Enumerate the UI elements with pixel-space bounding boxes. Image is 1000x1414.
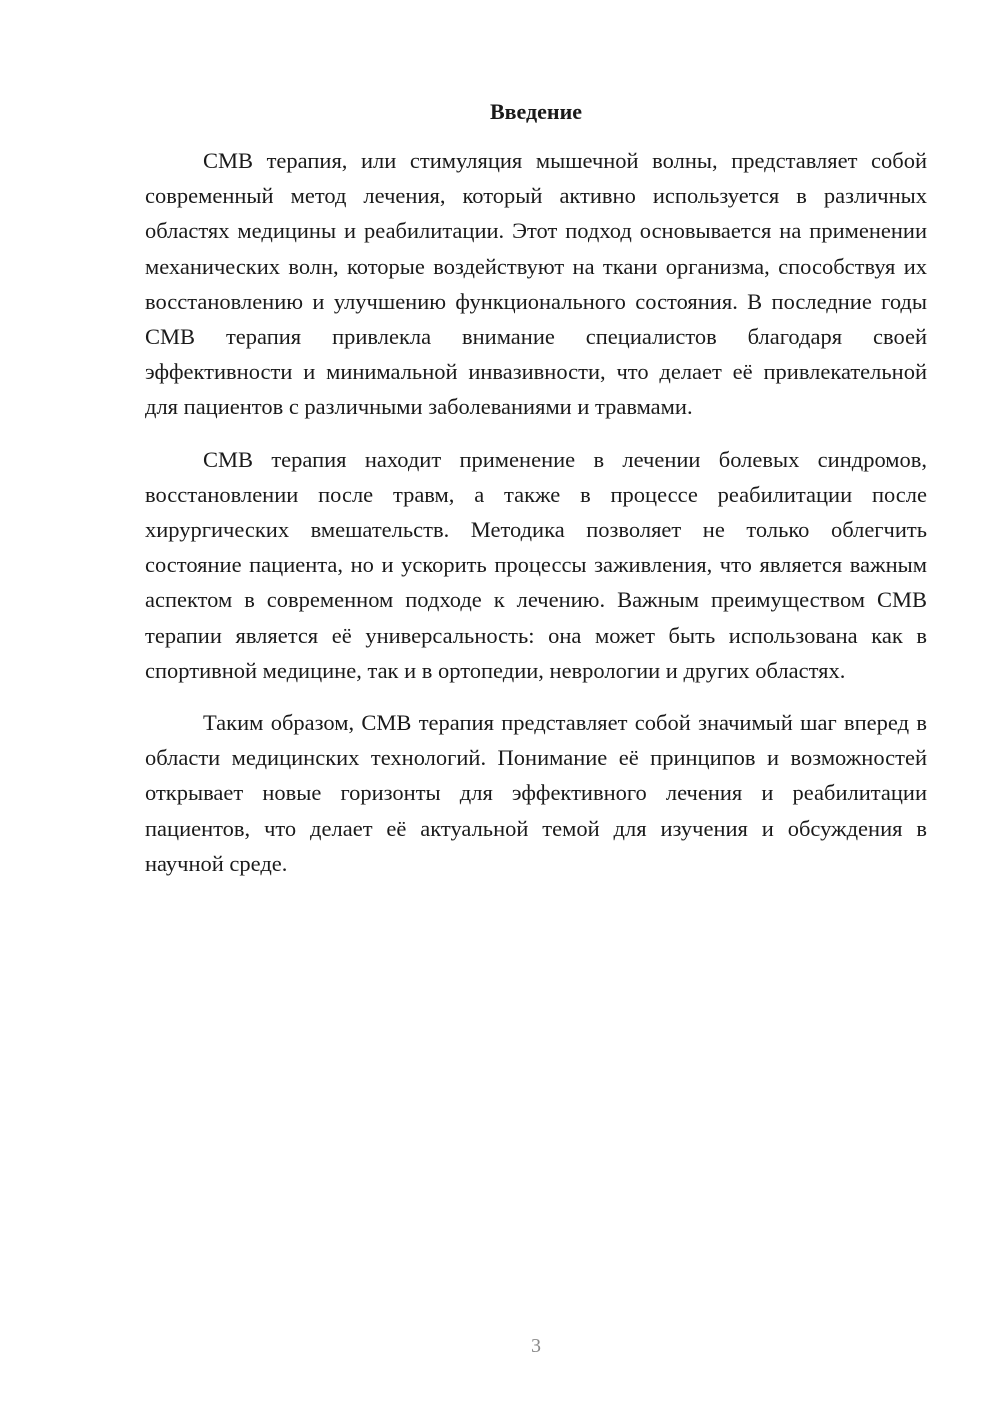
- body-text: [145, 143, 927, 898]
- page-number: 3: [531, 1335, 541, 1357]
- paragraph-3: Таким образом, СМВ терапия представляет собой значимый шаг вперед в области медицинских технологий. Понимание её принципов и возможностей открывает новые горизонты для эффективного лечения и реабилитации пациентов, что делает её актуальной темой для изучения и обсуждения в научной среде.: [145, 710, 927, 876]
- paragraph-1: СМВ терапия, или стимуляция мышечной волны, представляет собой современный метод лечения, который активно используется в различных областях медицины и реабилитации. Этот подход основывается на применении механических волн, которые воздействуют на ткани организма, способствуя их восстановлению и улучшению функционального состояния. В последние годы СМВ терапия привлекла внимание специалистов благодаря своей эффективности и минимальной инвазивности, что делает её привлекательной для пациентов с различными заболеваниями и травмами.: [145, 148, 927, 420]
- paragraph-2: СМВ терапия находит применение в лечении болевых синдромов, восстановлении после травм, а также в процессе реабилитации после хирургических вмешательств. Методика позволяет не только облегчить состояние пациента, но и ускорить процессы заживления, что является важным аспектом в современном подходе к лечению. Важным преимуществом СМВ терапии является её универсальность: она может быть использована как в спортивной медицине, так и в ортопедии, неврологии и других областях.: [145, 446, 927, 683]
- section-title: Введение: [489, 99, 583, 124]
